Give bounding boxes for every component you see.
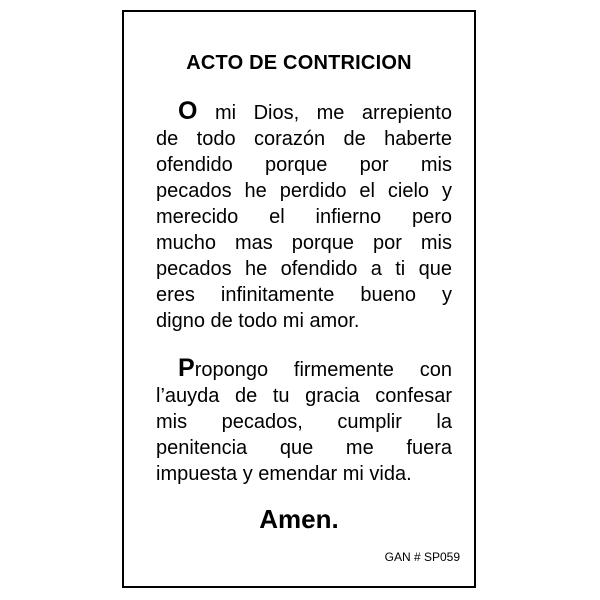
product-code: GAN # SP059 — [384, 550, 460, 564]
paragraph-line: penitencia que me fuera — [156, 437, 452, 459]
paragraph-line: mucho mas porque por mis — [156, 232, 452, 254]
paragraph-line: pecados he perdido el cielo y — [156, 180, 452, 202]
closing-amen: Amen. — [259, 504, 339, 534]
paragraph-line: Propongo firmemente con — [178, 354, 452, 382]
paragraph-purpose — [156, 355, 452, 487]
paragraph-line: l’auyda de tu gracia confesar — [156, 385, 452, 407]
paragraph-contrition — [156, 98, 452, 334]
prayer-title: ACTO DE CONTRICION — [186, 52, 412, 74]
dropcap-letter: O — [178, 97, 198, 125]
paragraph-line: O mi Dios, me arrepiento — [178, 97, 452, 125]
paragraph-line: pecados he ofendido a ti que — [156, 258, 452, 280]
paragraph-line: merecido el infierno pero — [156, 206, 452, 228]
paragraph-line: ofendido porque por mis — [156, 154, 452, 176]
dropcap-letter: P — [178, 354, 195, 382]
paragraph-line: digno de todo mi amor. — [156, 310, 360, 332]
prayer-card — [122, 10, 476, 588]
paragraph-line: de todo corazón de haberte — [156, 128, 452, 150]
paragraph-line: eres infinitamente bueno y — [156, 284, 452, 306]
paragraph-line: impuesta y emendar mi vida. — [156, 463, 412, 485]
paragraph-line: mis pecados, cumplir la — [156, 411, 452, 433]
